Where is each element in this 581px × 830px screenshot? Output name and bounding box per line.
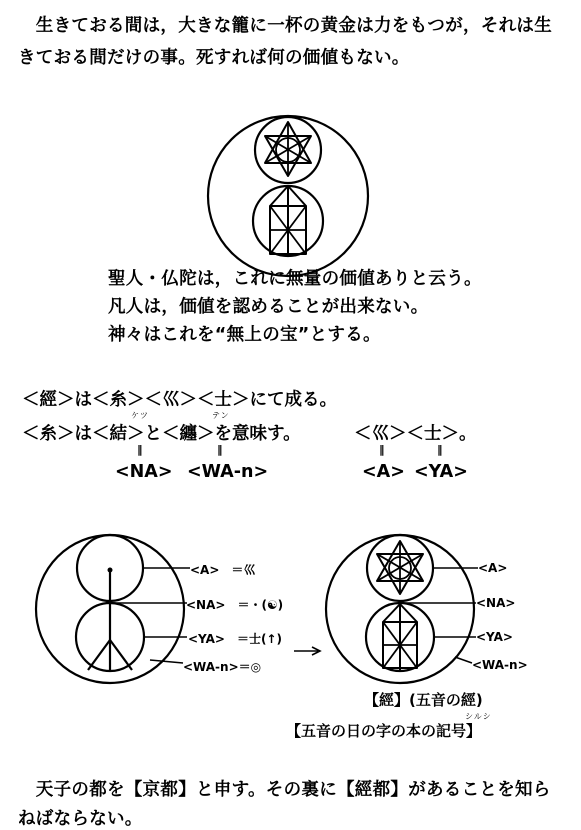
outro-line-2: ねばならない。 [18, 809, 143, 829]
caption-line-2: 【五音の日の字の本の記号】 [286, 722, 482, 740]
right-label-a: <A> [478, 561, 508, 575]
caption-line-1: 【經】(五音の經) [364, 691, 483, 709]
ruby-shirushi: シルシ [465, 712, 492, 721]
reading-na: <NA> [115, 462, 173, 482]
label-ya: <YA> ＝士(↑) [188, 632, 282, 646]
composition-line-2b: ＜巛＞＜士＞。 [354, 424, 477, 444]
equals-mark-ya: ‖ [437, 443, 443, 456]
label-na: <NA> ＝・(☯) [186, 598, 284, 612]
ruby-ten: テン [212, 411, 230, 420]
equals-mark-na: ‖ [137, 443, 143, 456]
equals-mark-a: ‖ [379, 443, 385, 456]
label-a: <A> ＝巛 [190, 563, 256, 577]
reading-ya: <YA> [414, 462, 468, 482]
ruby-ketsu: ケツ [131, 411, 149, 420]
equals-mark-wan: ‖ [217, 443, 223, 456]
statement-3: 神々はこれを“無上の宝”とする。 [108, 325, 381, 345]
right-label-wan: <WA-n> [472, 658, 528, 672]
statement-2: 凡人は，価値を認めることが出来ない。 [108, 297, 429, 317]
outro-line-1: 天子の都を【京都】と申す。その裏に【經都】があることを知ら [18, 780, 551, 800]
composition-line-2a: ＜糸＞は＜結＞と＜纏＞を意味す。 [22, 424, 301, 444]
composition-line-1: ＜經＞は＜糸＞＜巛＞＜士＞にて成る。 [22, 390, 337, 410]
intro-line-1: 生きておる間は，大きな籠に一杯の黄金は力をもつが，それは生 [18, 16, 552, 36]
reading-a: <A> [362, 462, 405, 482]
right-label-ya: <YA> [476, 630, 513, 644]
reading-wan: <WA-n> [187, 462, 269, 482]
statement-1: 聖人・仏陀は，これに無量の価値ありと云う。 [108, 269, 482, 289]
right-label-na: <NA> [476, 596, 516, 610]
label-wan: <WA-n>＝◎ [183, 660, 262, 674]
intro-line-2: きておる間だけの事。死すれば何の価値もない。 [18, 48, 410, 68]
